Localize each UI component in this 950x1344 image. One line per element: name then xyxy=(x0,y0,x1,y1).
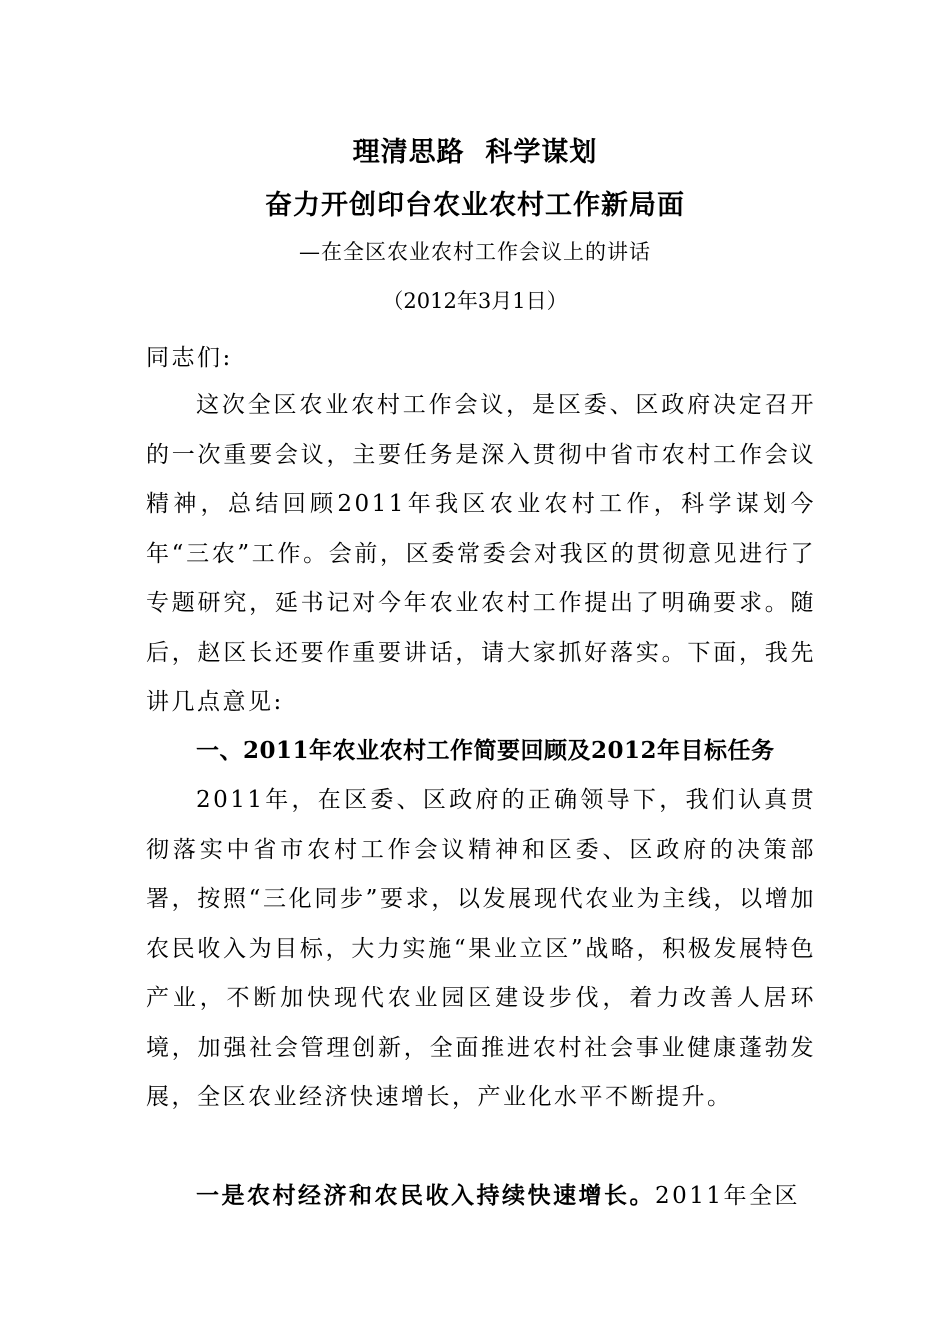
salutation: 同志们: xyxy=(146,345,233,371)
document-subtitle: —在全区农业农村工作会议上的讲话 xyxy=(299,240,651,264)
section-heading: 一、2011年农业农村工作简要回顾及2012年目标任务 xyxy=(196,737,775,764)
paragraph-intro: 这次全区农业农村工作会议，是区委、区政府决定召开的一次重要会议，主要任务是深入贯彻中省市农村工作会议精神，总结回顾2011年我区农业农村工作，科学谋划今年“三农”工作。会前，区委常委会对我区的贯彻意见进行了专题研究，延书记对今年农业农村工作提出了明确要求。随后，赵区长还要作重要讲话，请大家抓好落实。下面，我先讲几点意见: xyxy=(146,392,816,715)
paragraph-point-one xyxy=(146,1171,816,1222)
document-date: （2012年3月1日） xyxy=(382,289,568,313)
paragraph-review: 2011年，在区委、区政府的正确领导下，我们认真贯彻落实中省市农村工作会议精神和区委、区政府的决策部署，按照“三化同步”要求，以发展现代农业为主线，以增加农民收入为目标，大力实施“果业立区”战略，积极发展特色产业，不断加快现代农业园区建设步伐，着力改善人居环境，加强社会管理创新，全面推进农村社会事业健康蓬勃发展，全区农业经济快速增长，产业化水平不断提升。 xyxy=(146,787,816,1110)
point-one-lead: 一是农村经济和农民收入持续快速增长。 xyxy=(196,1182,655,1209)
document-title-line1: 理清思路 科学谋划 xyxy=(352,137,598,168)
point-one-text: 2011年全区 xyxy=(655,1183,801,1209)
document-title-line2: 奋力开创印台农业农村工作新局面 xyxy=(265,190,685,221)
